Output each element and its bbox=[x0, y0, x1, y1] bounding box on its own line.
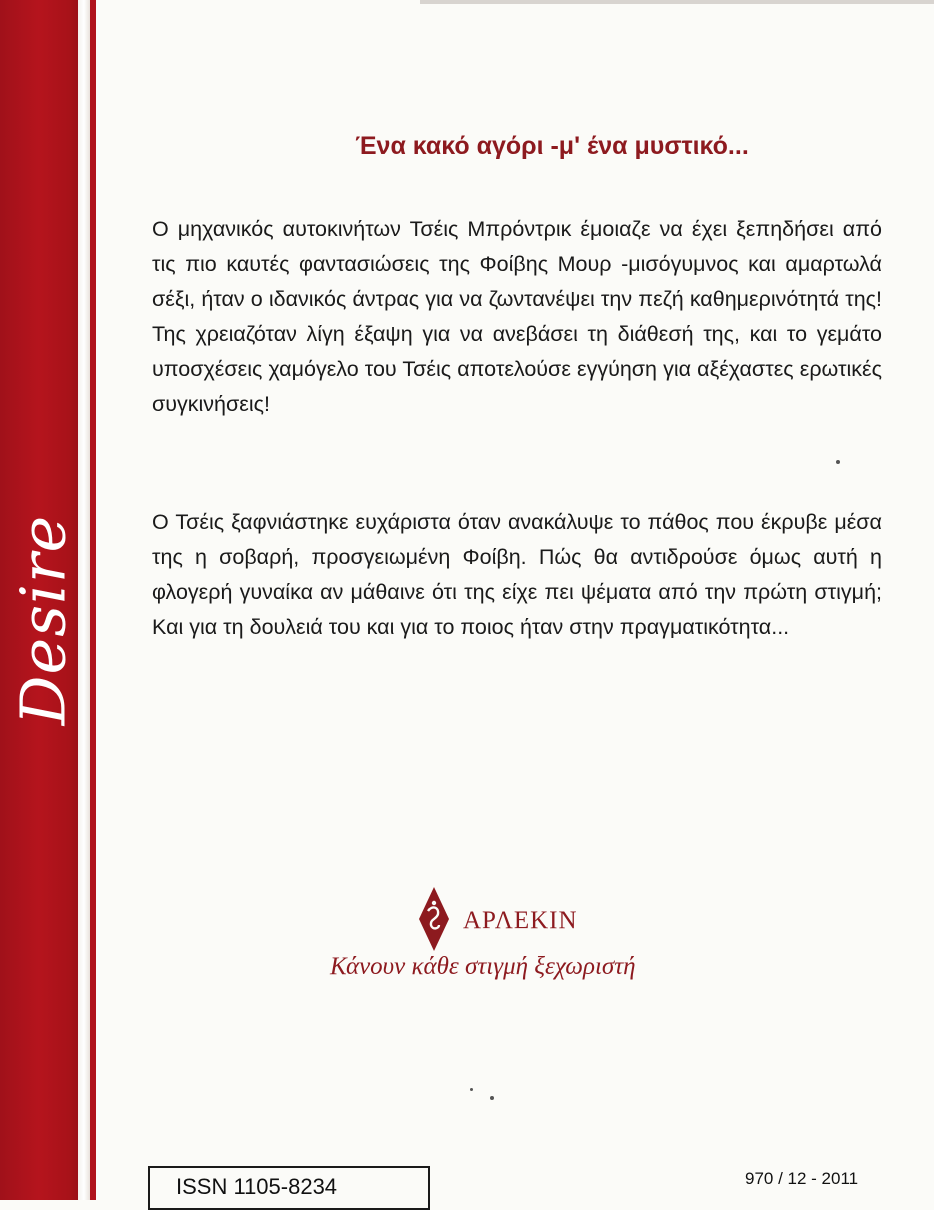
publisher-tagline: Κάνουν κάθε στιγμή ξεχωριστή bbox=[330, 953, 636, 980]
top-edge-shadow bbox=[420, 0, 934, 4]
publisher-name: ΑΡΛΕΚΙΝ bbox=[463, 907, 578, 934]
publisher-logo bbox=[405, 885, 625, 955]
spine-brand-logo bbox=[8, 460, 78, 780]
spine-edge-band bbox=[90, 0, 96, 1200]
spine-white-stripe bbox=[78, 0, 90, 1200]
harlequin-diamond-icon bbox=[417, 885, 451, 953]
paper-speck bbox=[836, 460, 840, 464]
issn-box: ISSN 1105-8234 bbox=[148, 1166, 430, 1210]
blurb-paragraph-2: Ο Τσέις ξαφνιάστηκε ευχάριστα όταν ανακάλυψε το πάθος που έκρυβε μέσα της η σοβαρή, προσγειωμένη Φοίβη. Πώς θα αντιδρούσε όμως αυτή η φλογερή γυναίκα αν μάθαινε ότι της είχε πει ψέματα από την πρώτη στιγμή; Και για τη δουλειά του και για το ποιος ήταν στην πραγματικότητα... bbox=[152, 510, 882, 639]
paper-speck bbox=[490, 1096, 494, 1100]
blurb-paragraph-1: Ο μηχανικός αυτοκινήτων Τσέις Μπρόντρικ έμοιαζε να έχει ξεπηδήσει από τις πιο καυτές φαντασιώσεις της Φοίβης Μουρ -μισόγυμνος και αμαρτωλά σέξι, ήταν ο ιδανικός άντρας για να ζωντανέψει την πεζή καθημερινότητά της! Της χρειαζόταν λίγη έξαψη για να ανεβάσει τη διάθεσή της, και το γεμάτο υποσχέσεις χαμόγελο του Τσέις αποτελούσε εγγύηση για αξέχαστες ερωτικές συγκινήσεις! bbox=[152, 217, 882, 416]
back-cover-headline: Ένα κακό αγόρι -μ' ένα μυστικό... bbox=[355, 132, 749, 160]
spine-brand-text: Desire bbox=[6, 514, 80, 726]
paper-speck bbox=[470, 1088, 473, 1091]
issue-code: 970 / 12 - 2011 bbox=[745, 1169, 859, 1188]
